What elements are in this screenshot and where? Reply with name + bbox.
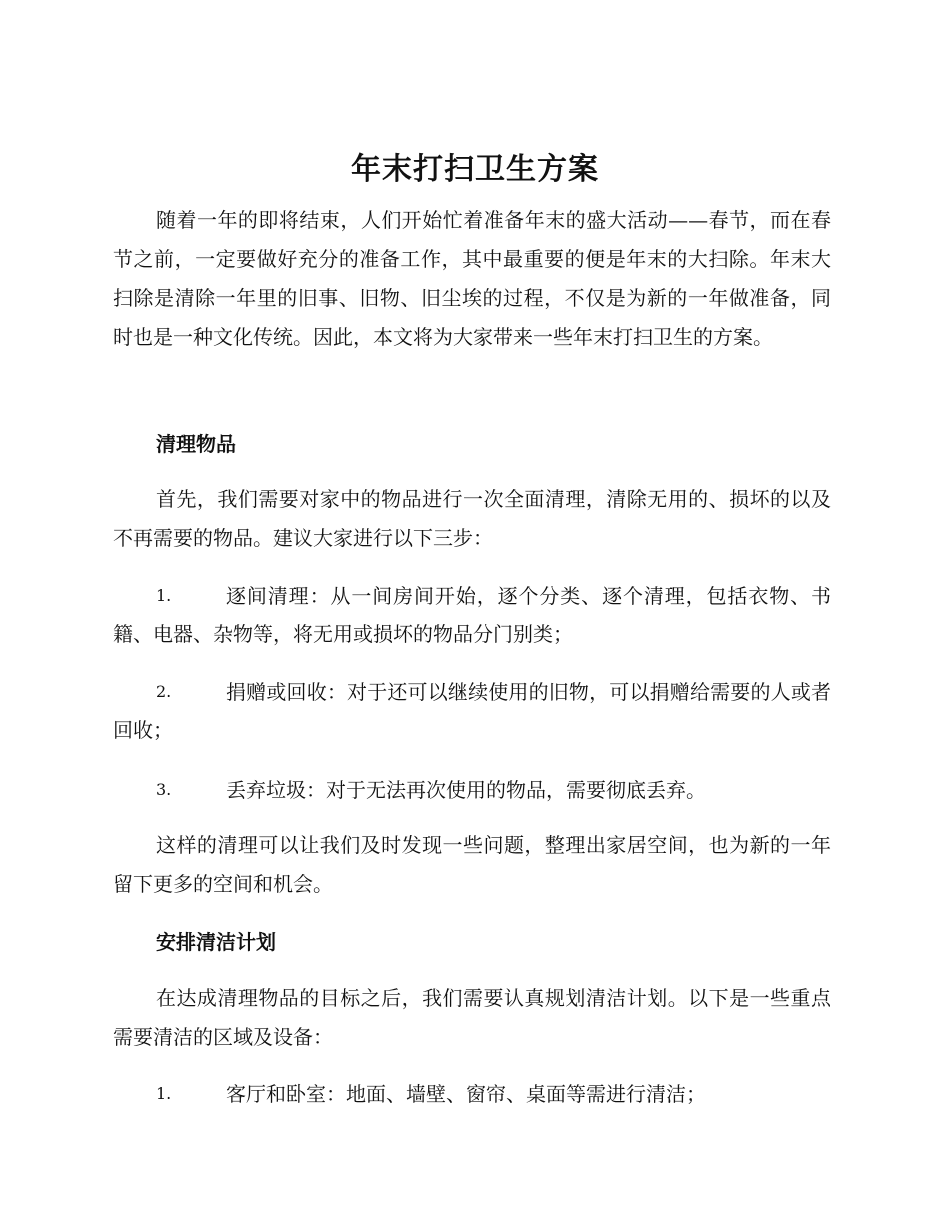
section-heading: 清理物品 bbox=[156, 432, 236, 456]
list-item-number: 3. bbox=[156, 780, 172, 799]
list-item-number: 1. bbox=[156, 586, 172, 605]
section-lead-paragraph: 在达成清理物品的目标之后，我们需要认真规划清洁计划。以下是一些重点需要清洁的区域及设备： bbox=[113, 986, 831, 1049]
list-item-number: 2. bbox=[156, 682, 172, 701]
section-lead-paragraph: 首先，我们需要对家中的物品进行一次全面清理，清除无用的、损坏的以及不再需要的物品。建议大家进行以下三步： bbox=[113, 487, 831, 550]
list-item bbox=[113, 673, 831, 749]
document-title: 年末打扫卫生方案 bbox=[351, 152, 599, 187]
section-heading: 安排清洁计划 bbox=[156, 930, 276, 954]
list-item-number: 1. bbox=[156, 1084, 172, 1103]
list-item-text: 客厅和卧室：地面、墙壁、窗帘、桌面等需进行清洁； bbox=[226, 1082, 706, 1106]
list-item-text: 逐间清理：从一间房间开始，逐个分类、逐个清理，包括衣物、书籍、电器、杂物等，将无用或损坏的物品分门别类； bbox=[113, 584, 831, 646]
list-item bbox=[113, 577, 831, 653]
list-item bbox=[113, 1075, 831, 1113]
intro-paragraph: 随着一年的即将结束，人们开始忙着准备年末的盛大活动——春节，而在春节之前，一定要做好充分的准备工作，其中最重要的便是年末的大扫除。年末大扫除是清除一年里的旧事、旧物、旧尘埃的过程，不仅是为新的一年做准备，同时也是一种文化传统。因此，本文将为大家带来一些年末打扫卫生的方案。 bbox=[113, 208, 831, 349]
list-item-text: 丢弃垃圾：对于无法再次使用的物品，需要彻底丢弃。 bbox=[226, 778, 706, 802]
section-closing-paragraph: 这样的清理可以让我们及时发现一些问题，整理出家居空间，也为新的一年留下更多的空间和机会。 bbox=[113, 833, 831, 896]
list-item bbox=[113, 771, 831, 809]
list-item-text: 捐赠或回收：对于还可以继续使用的旧物，可以捐赠给需要的人或者回收； bbox=[113, 680, 831, 742]
